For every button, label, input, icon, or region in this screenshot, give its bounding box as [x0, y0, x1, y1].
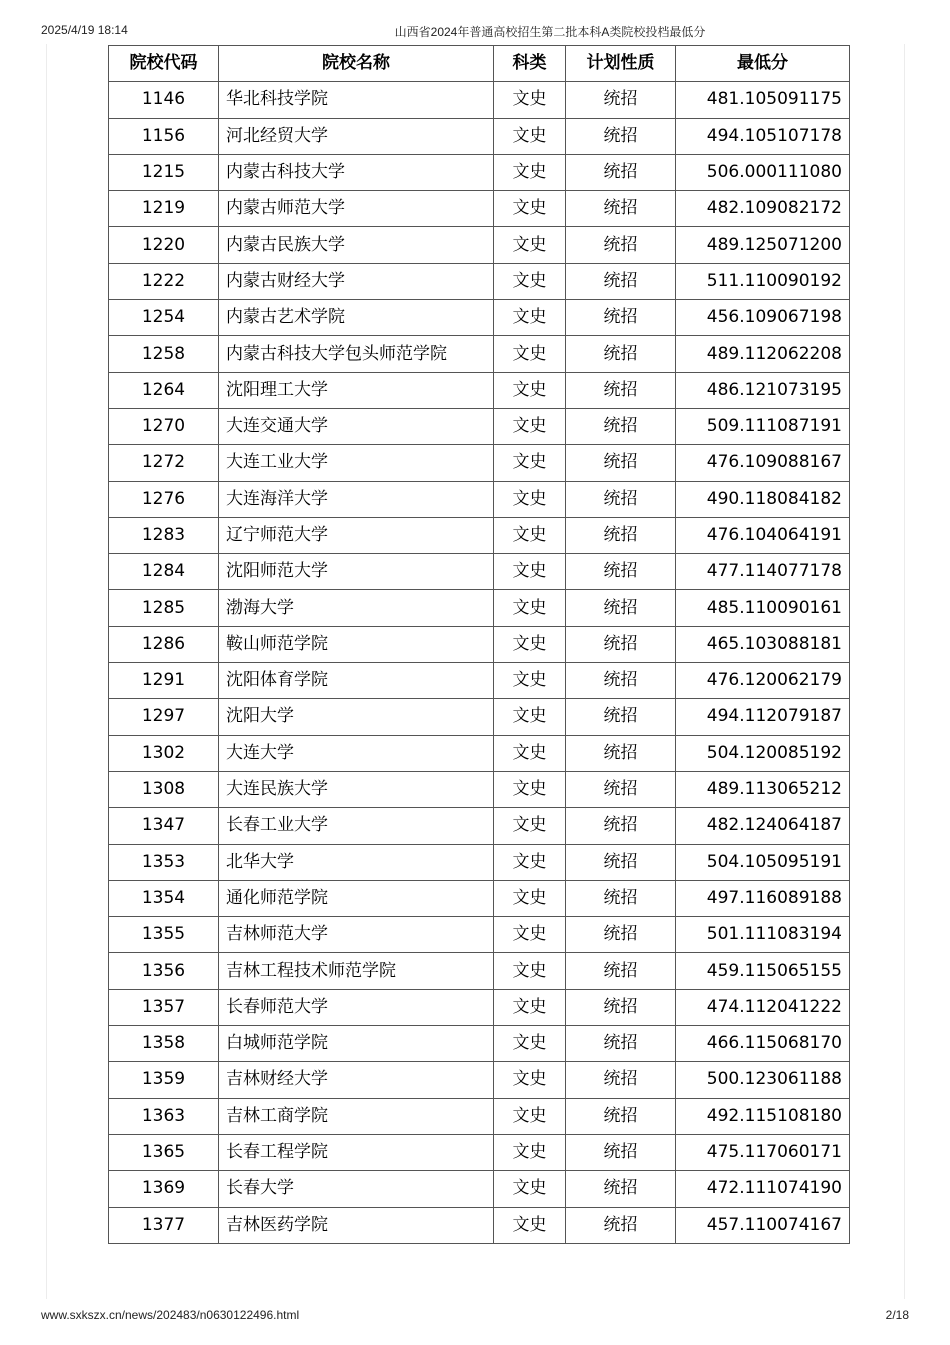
school-name-cell: 长春工业大学	[219, 808, 494, 844]
school-name-cell: 通化师范学院	[219, 880, 494, 916]
subject-category-cell: 文史	[494, 663, 566, 699]
school-name-cell: 沈阳理工大学	[219, 372, 494, 408]
school-name-cell: 大连民族大学	[219, 771, 494, 807]
plan-type-cell: 统招	[566, 154, 676, 190]
school-code-cell: 1354	[109, 880, 219, 916]
table-row	[109, 445, 850, 481]
min-score-cell: 497.116089188	[676, 880, 850, 916]
print-datetime: 2025/4/19 18:14	[41, 23, 128, 37]
min-score-cell: 489.113065212	[676, 771, 850, 807]
min-score-cell: 489.125071200	[676, 227, 850, 263]
table-row	[109, 771, 850, 807]
subject-category-cell: 文史	[494, 336, 566, 372]
table-row	[109, 517, 850, 553]
column-header-min-score: 最低分	[676, 46, 850, 82]
plan-type-cell: 统招	[566, 917, 676, 953]
plan-type-cell: 统招	[566, 1171, 676, 1207]
subject-category-cell: 文史	[494, 372, 566, 408]
min-score-cell: 459.115065155	[676, 953, 850, 989]
school-name-cell: 鞍山师范学院	[219, 626, 494, 662]
school-name-cell: 吉林师范大学	[219, 917, 494, 953]
plan-type-cell: 统招	[566, 626, 676, 662]
min-score-cell: 474.112041222	[676, 989, 850, 1025]
table-row	[109, 1026, 850, 1062]
header-row	[109, 46, 850, 82]
plan-type-cell: 统招	[566, 953, 676, 989]
page-url: www.sxkszx.cn/news/202483/n0630122496.html	[41, 1308, 300, 1322]
subject-category-cell: 文史	[494, 118, 566, 154]
school-code-cell: 1258	[109, 336, 219, 372]
school-code-cell: 1302	[109, 735, 219, 771]
min-score-cell: 477.114077178	[676, 554, 850, 590]
table-row	[109, 82, 850, 118]
school-code-cell: 1146	[109, 82, 219, 118]
school-code-cell: 1215	[109, 154, 219, 190]
min-score-cell: 476.104064191	[676, 517, 850, 553]
school-code-cell: 1356	[109, 953, 219, 989]
subject-category-cell: 文史	[494, 699, 566, 735]
min-score-cell: 465.103088181	[676, 626, 850, 662]
school-code-cell: 1369	[109, 1171, 219, 1207]
subject-category-cell: 文史	[494, 1062, 566, 1098]
table-row	[109, 1062, 850, 1098]
subject-category-cell: 文史	[494, 481, 566, 517]
table-row	[109, 663, 850, 699]
subject-category-cell: 文史	[494, 808, 566, 844]
school-name-cell: 辽宁师范大学	[219, 517, 494, 553]
min-score-cell: 504.105095191	[676, 844, 850, 880]
school-name-cell: 吉林工程技术师范学院	[219, 953, 494, 989]
subject-category-cell: 文史	[494, 953, 566, 989]
plan-type-cell: 统招	[566, 1098, 676, 1134]
school-name-cell: 内蒙古科技大学	[219, 154, 494, 190]
subject-category-cell: 文史	[494, 1134, 566, 1170]
subject-category-cell: 文史	[494, 82, 566, 118]
plan-type-cell: 统招	[566, 118, 676, 154]
school-code-cell: 1220	[109, 227, 219, 263]
print-footer	[0, 1305, 950, 1325]
school-code-cell: 1276	[109, 481, 219, 517]
table-row	[109, 263, 850, 299]
school-code-cell: 1286	[109, 626, 219, 662]
table-row	[109, 953, 850, 989]
plan-type-cell: 统招	[566, 227, 676, 263]
table-row	[109, 554, 850, 590]
min-score-cell: 509.111087191	[676, 408, 850, 444]
school-code-cell: 1291	[109, 663, 219, 699]
school-code-cell: 1353	[109, 844, 219, 880]
min-score-cell: 472.111074190	[676, 1171, 850, 1207]
school-name-cell: 长春师范大学	[219, 989, 494, 1025]
school-code-cell: 1285	[109, 590, 219, 626]
min-score-cell: 457.110074167	[676, 1207, 850, 1243]
subject-category-cell: 文史	[494, 263, 566, 299]
table-row	[109, 917, 850, 953]
subject-category-cell: 文史	[494, 626, 566, 662]
page-edge-right	[904, 44, 905, 1299]
column-header-code: 院校代码	[109, 46, 219, 82]
table-row	[109, 408, 850, 444]
table-row	[109, 1134, 850, 1170]
school-name-cell: 内蒙古民族大学	[219, 227, 494, 263]
min-score-cell: 456.109067198	[676, 300, 850, 336]
subject-category-cell: 文史	[494, 300, 566, 336]
table-row	[109, 844, 850, 880]
table-row	[109, 735, 850, 771]
table-row	[109, 336, 850, 372]
school-code-cell: 1264	[109, 372, 219, 408]
school-code-cell: 1254	[109, 300, 219, 336]
plan-type-cell: 统招	[566, 880, 676, 916]
table-row	[109, 1098, 850, 1134]
min-score-cell: 481.105091175	[676, 82, 850, 118]
school-name-cell: 长春工程学院	[219, 1134, 494, 1170]
table-row	[109, 118, 850, 154]
plan-type-cell: 统招	[566, 554, 676, 590]
table-row	[109, 1207, 850, 1243]
page-edge-left	[46, 44, 47, 1299]
school-name-cell: 吉林工商学院	[219, 1098, 494, 1134]
plan-type-cell: 统招	[566, 191, 676, 227]
school-name-cell: 北华大学	[219, 844, 494, 880]
school-code-cell: 1358	[109, 1026, 219, 1062]
plan-type-cell: 统招	[566, 735, 676, 771]
subject-category-cell: 文史	[494, 517, 566, 553]
subject-category-cell: 文史	[494, 1207, 566, 1243]
plan-type-cell: 统招	[566, 844, 676, 880]
plan-type-cell: 统招	[566, 1207, 676, 1243]
subject-category-cell: 文史	[494, 445, 566, 481]
table-row	[109, 808, 850, 844]
school-code-cell: 1284	[109, 554, 219, 590]
plan-type-cell: 统招	[566, 1062, 676, 1098]
subject-category-cell: 文史	[494, 227, 566, 263]
subject-category-cell: 文史	[494, 1171, 566, 1207]
table-header	[109, 46, 850, 82]
subject-category-cell: 文史	[494, 408, 566, 444]
table-row	[109, 699, 850, 735]
min-score-cell: 501.111083194	[676, 917, 850, 953]
column-header-subject: 科类	[494, 46, 566, 82]
school-name-cell: 内蒙古艺术学院	[219, 300, 494, 336]
plan-type-cell: 统招	[566, 989, 676, 1025]
school-name-cell: 吉林医药学院	[219, 1207, 494, 1243]
plan-type-cell: 统招	[566, 445, 676, 481]
min-score-cell: 466.115068170	[676, 1026, 850, 1062]
school-code-cell: 1359	[109, 1062, 219, 1098]
school-code-cell: 1219	[109, 191, 219, 227]
table-row	[109, 626, 850, 662]
document-title: 山西省2024年普通高校招生第二批本科A类院校投档最低分	[394, 25, 706, 39]
table-row	[109, 590, 850, 626]
school-code-cell: 1270	[109, 408, 219, 444]
table-row	[109, 880, 850, 916]
plan-type-cell: 统招	[566, 663, 676, 699]
school-name-cell: 大连大学	[219, 735, 494, 771]
min-score-cell: 490.118084182	[676, 481, 850, 517]
subject-category-cell: 文史	[494, 989, 566, 1025]
school-code-cell: 1355	[109, 917, 219, 953]
school-name-cell: 沈阳体育学院	[219, 663, 494, 699]
school-code-cell: 1156	[109, 118, 219, 154]
table-row	[109, 227, 850, 263]
school-name-cell: 渤海大学	[219, 590, 494, 626]
plan-type-cell: 统招	[566, 263, 676, 299]
plan-type-cell: 统招	[566, 481, 676, 517]
subject-category-cell: 文史	[494, 917, 566, 953]
min-score-cell: 482.109082172	[676, 191, 850, 227]
plan-type-cell: 统招	[566, 808, 676, 844]
min-score-cell: 476.120062179	[676, 663, 850, 699]
plan-type-cell: 统招	[566, 336, 676, 372]
column-header-plan-type: 计划性质	[566, 46, 676, 82]
column-header-name: 院校名称	[219, 46, 494, 82]
school-code-cell: 1308	[109, 771, 219, 807]
table-row	[109, 989, 850, 1025]
school-name-cell: 长春大学	[219, 1171, 494, 1207]
plan-type-cell: 统招	[566, 372, 676, 408]
school-code-cell: 1347	[109, 808, 219, 844]
plan-type-cell: 统招	[566, 699, 676, 735]
min-score-cell: 492.115108180	[676, 1098, 850, 1134]
school-name-cell: 内蒙古师范大学	[219, 191, 494, 227]
school-name-cell: 吉林财经大学	[219, 1062, 494, 1098]
school-name-cell: 沈阳师范大学	[219, 554, 494, 590]
plan-type-cell: 统招	[566, 771, 676, 807]
subject-category-cell: 文史	[494, 154, 566, 190]
school-code-cell: 1283	[109, 517, 219, 553]
min-score-cell: 485.110090161	[676, 590, 850, 626]
school-code-cell: 1357	[109, 989, 219, 1025]
min-score-cell: 489.112062208	[676, 336, 850, 372]
plan-type-cell: 统招	[566, 408, 676, 444]
school-name-cell: 内蒙古科技大学包头师范学院	[219, 336, 494, 372]
subject-category-cell: 文史	[494, 191, 566, 227]
min-score-cell: 494.105107178	[676, 118, 850, 154]
school-code-cell: 1365	[109, 1134, 219, 1170]
table-row	[109, 1171, 850, 1207]
min-score-cell: 476.109088167	[676, 445, 850, 481]
min-score-cell: 511.110090192	[676, 263, 850, 299]
min-score-cell: 504.120085192	[676, 735, 850, 771]
school-name-cell: 大连工业大学	[219, 445, 494, 481]
plan-type-cell: 统招	[566, 590, 676, 626]
min-score-cell: 475.117060171	[676, 1134, 850, 1170]
table-row	[109, 481, 850, 517]
plan-type-cell: 统招	[566, 82, 676, 118]
subject-category-cell: 文史	[494, 771, 566, 807]
school-code-cell: 1297	[109, 699, 219, 735]
school-code-cell: 1363	[109, 1098, 219, 1134]
admission-score-table	[108, 45, 850, 1244]
min-score-cell: 500.123061188	[676, 1062, 850, 1098]
table-row	[109, 372, 850, 408]
subject-category-cell: 文史	[494, 554, 566, 590]
min-score-cell: 494.112079187	[676, 699, 850, 735]
school-code-cell: 1377	[109, 1207, 219, 1243]
page-number: 2/18	[885, 1308, 909, 1322]
subject-category-cell: 文史	[494, 590, 566, 626]
school-name-cell: 沈阳大学	[219, 699, 494, 735]
table-row	[109, 300, 850, 336]
min-score-cell: 486.121073195	[676, 372, 850, 408]
min-score-cell: 506.000111080	[676, 154, 850, 190]
school-name-cell: 白城师范学院	[219, 1026, 494, 1062]
subject-category-cell: 文史	[494, 735, 566, 771]
school-name-cell: 河北经贸大学	[219, 118, 494, 154]
plan-type-cell: 统招	[566, 300, 676, 336]
school-name-cell: 内蒙古财经大学	[219, 263, 494, 299]
school-name-cell: 华北科技学院	[219, 82, 494, 118]
plan-type-cell: 统招	[566, 1026, 676, 1062]
plan-type-cell: 统招	[566, 1134, 676, 1170]
school-name-cell: 大连海洋大学	[219, 481, 494, 517]
print-header	[0, 0, 950, 40]
table-body	[109, 82, 850, 1244]
school-name-cell: 大连交通大学	[219, 408, 494, 444]
subject-category-cell: 文史	[494, 880, 566, 916]
table-row	[109, 154, 850, 190]
subject-category-cell: 文史	[494, 844, 566, 880]
school-code-cell: 1272	[109, 445, 219, 481]
plan-type-cell: 统招	[566, 517, 676, 553]
school-code-cell: 1222	[109, 263, 219, 299]
table-row	[109, 191, 850, 227]
subject-category-cell: 文史	[494, 1098, 566, 1134]
subject-category-cell: 文史	[494, 1026, 566, 1062]
min-score-cell: 482.124064187	[676, 808, 850, 844]
